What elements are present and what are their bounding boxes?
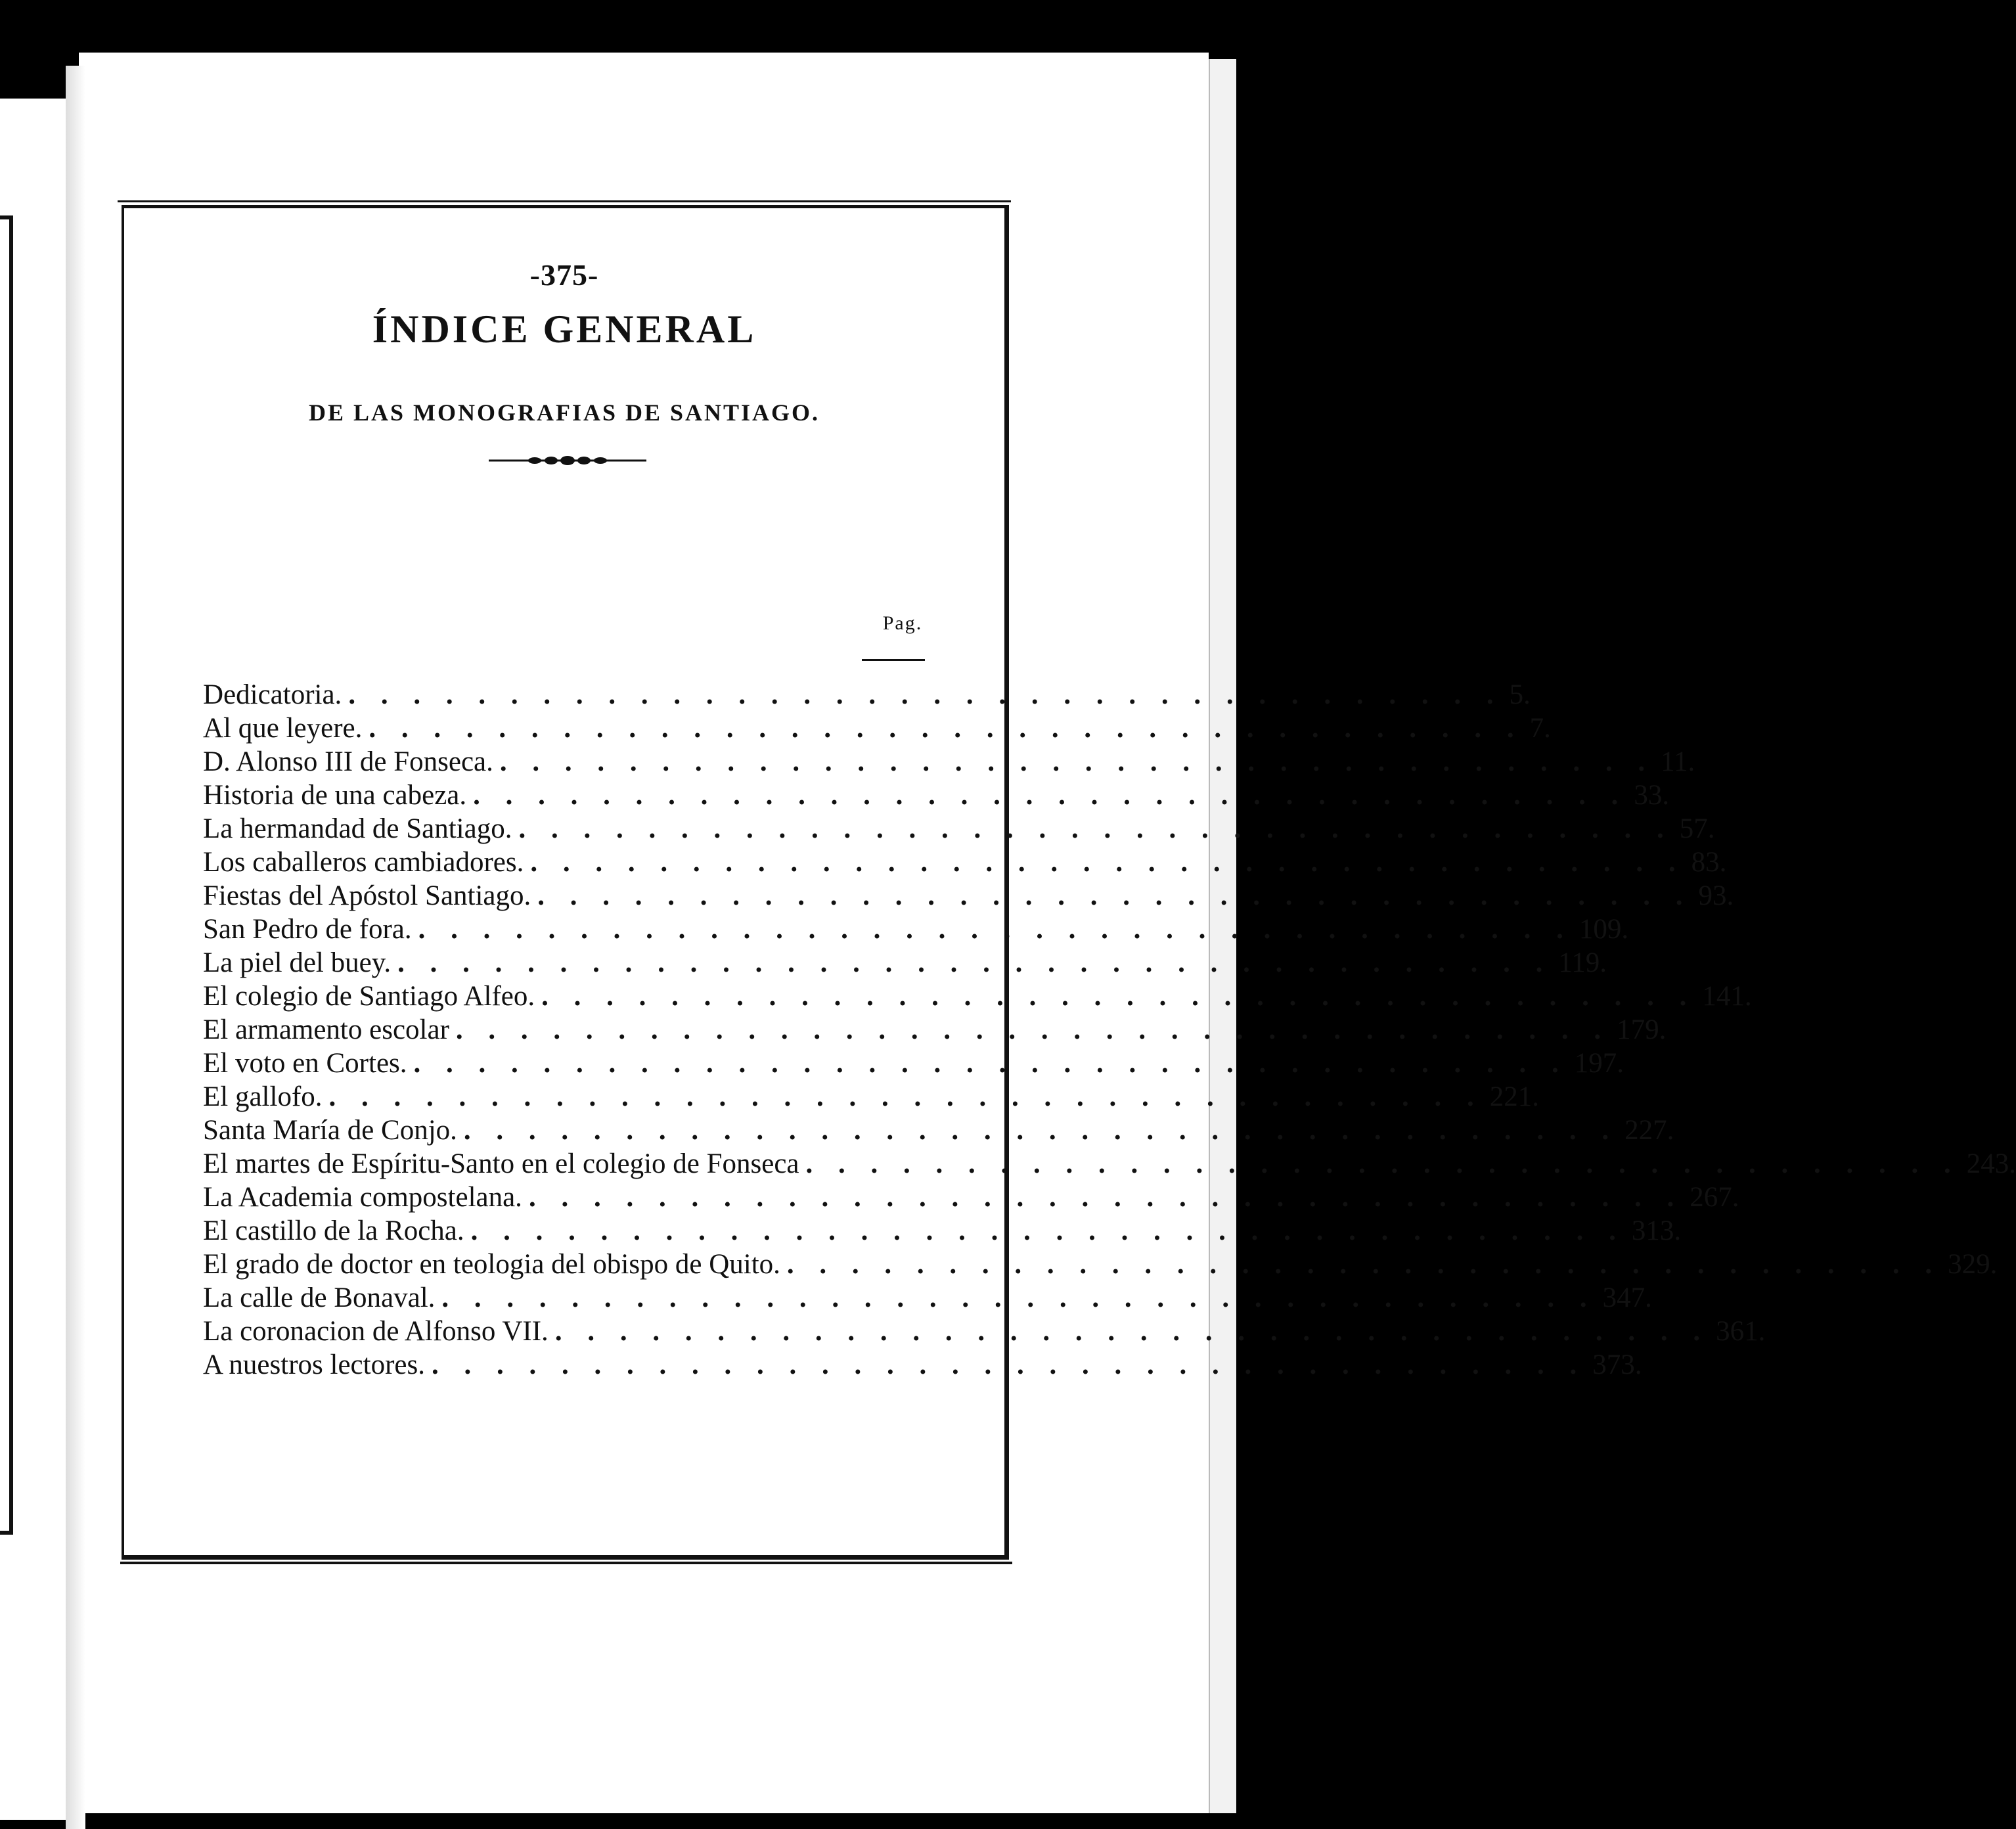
toc-entry-page: 329.: [1948, 1249, 1998, 1280]
toc-entry: [203, 1248, 1998, 1281]
toc-dot-leader: . . . . . . . . . . . . . . . . . . . . . . . . . . . . . . . . . . . .: [431, 1349, 1586, 1380]
toc-entry-title: Historia de una cabeza.: [203, 780, 467, 811]
toc-dot-leader: . . . . . . . . . . . . . . . . . . . . . . . . . . . . . . . . . . . .: [541, 981, 1696, 1012]
toc-entry-title: Dedicatoria.: [203, 679, 342, 710]
toc-dot-leader: . . . . . . . . . . . . . . . . . . . . . . . . . . . . . . . . . . . .: [463, 1115, 1619, 1146]
toc-entry-title: D. Alonso III de Fonseca.: [203, 746, 493, 777]
toc-entry-page: 197.: [1574, 1048, 1624, 1079]
toc-entry-page: 227.: [1624, 1115, 1674, 1146]
toc-entry-title: La Academia compostelana.: [203, 1182, 522, 1213]
toc-entry: [203, 846, 1727, 879]
toc-dot-leader: . . . . . . . . . . . . . . . . . . . . . . . . . . . . . . . . . . . .: [786, 1249, 1942, 1280]
toc-entry: [203, 678, 1531, 711]
toc-entry-page: 221.: [1489, 1081, 1540, 1112]
toc-entry: [203, 879, 1734, 913]
toc-entry-page: 373.: [1592, 1349, 1642, 1380]
ornament-divider: [489, 455, 646, 466]
toc-entry-page: 7.: [1529, 713, 1551, 744]
toc-entry-title: El colegio de Santiago Alfeo.: [203, 981, 535, 1012]
toc-dot-leader: . . . . . . . . . . . . . . . . . . . . . . . . . . . . . . . . . . . .: [397, 947, 1552, 978]
toc-entry-page: 109.: [1579, 914, 1629, 945]
toc-entry-title: El grado de doctor en teologia del obispo de Quito.: [203, 1249, 780, 1280]
toc-entry: [203, 1114, 1674, 1147]
toc-dot-leader: . . . . . . . . . . . . . . . . . . . . . . . . . . . . . . . . . . . .: [473, 780, 1628, 811]
toc-entry-title: El gallofo.: [203, 1081, 323, 1112]
toc-dot-leader: . . . . . . . . . . . . . . . . . . . . . . . . . . . . . . . . . . . .: [455, 1014, 1611, 1045]
toc-entry: [203, 913, 1629, 946]
toc-entry-title: La calle de Bonaval.: [203, 1282, 436, 1313]
toc-entry-page: 179.: [1617, 1014, 1667, 1045]
toc-entry-page: 361.: [1716, 1316, 1766, 1347]
page-number: -375-: [529, 258, 599, 292]
page-title: ÍNDICE GENERAL: [372, 307, 757, 351]
toc-dot-leader: . . . . . . . . . . . . . . . . . . . . . . . . . . . . . . . . . . . .: [418, 914, 1573, 945]
toc-dot-leader: . . . . . . . . . . . . . . . . . . . . . . . . . . . . . . . . . . . .: [328, 1081, 1483, 1112]
toc-entry-title: El armamento escolar: [203, 1014, 449, 1045]
toc-entry-title: A nuestros lectores.: [203, 1349, 425, 1380]
toc-entry-page: 313.: [1631, 1215, 1682, 1246]
toc-dot-leader: . . . . . . . . . . . . . . . . . . . . . . . . . . . . . . . . . . . .: [413, 1048, 1568, 1079]
toc-entry-title: Santa María de Conjo.: [203, 1115, 457, 1146]
toc-entry: [203, 1281, 1652, 1315]
toc-entry: [203, 946, 1607, 980]
toc-entry: [203, 980, 1752, 1013]
toc-dot-leader: . . . . . . . . . . . . . . . . . . . . . . . . . . . . . . . . . . . .: [530, 847, 1685, 878]
previous-page-frame-line: [9, 217, 13, 1531]
toc-entry-page: 83.: [1691, 847, 1727, 878]
toc-entry-title: Fiestas del Apóstol Santiago.: [203, 880, 531, 911]
toc-entry: [203, 1348, 1642, 1382]
toc-entry-page: 267.: [1690, 1182, 1739, 1213]
toc-entry-title: El castillo de la Rocha.: [203, 1215, 464, 1246]
toc-dot-leader: . . . . . . . . . . . . . . . . . . . . . . . . . . . . . . . . . . . .: [441, 1282, 1596, 1313]
toc-entry: [203, 1013, 1667, 1047]
toc-entry-title: La hermandad de Santiago.: [203, 813, 512, 844]
page-frame: [122, 205, 2016, 1560]
toc-entry-page: 243.: [1966, 1148, 2016, 1179]
toc-entry-page: 119.: [1558, 947, 1607, 978]
toc-dot-leader: . . . . . . . . . . . . . . . . . . . . . . . . . . . . . . . . . . . .: [537, 880, 1692, 911]
page-column-rule: [862, 659, 925, 661]
toc-entry-page: 93.: [1698, 880, 1734, 911]
toc-dot-leader: . . . . . . . . . . . . . . . . . . . . . . . . . . . . . . . . . . . .: [499, 746, 1655, 777]
toc-entry-page: 33.: [1634, 780, 1670, 811]
table-of-contents: [203, 678, 2016, 1382]
toc-dot-leader: . . . . . . . . . . . . . . . . . . . . . . . . . . . . . . . . . . . .: [369, 713, 1523, 744]
gutter-shadow: [66, 66, 85, 1829]
toc-dot-leader: . . . . . . . . . . . . . . . . . . . . . . . . . . . . . . . . . . . .: [528, 1182, 1684, 1213]
toc-entry: [203, 1181, 1739, 1214]
toc-entry-title: El voto en Cortes.: [203, 1048, 407, 1079]
toc-entry: [203, 1214, 1682, 1248]
toc-dot-leader: . . . . . . . . . . . . . . . . . . . . . . . . . . . . . . . . . . . .: [554, 1316, 1710, 1347]
toc-entry-page: 5.: [1509, 679, 1531, 710]
toc-dot-leader: . . . . . . . . . . . . . . . . . . . . . . . . . . . . . . . . . . . .: [348, 679, 1503, 710]
toc-entry-title: La piel del buey.: [203, 947, 392, 978]
toc-entry-page: 11.: [1661, 746, 1695, 777]
page-column-header: Pag.: [882, 612, 923, 634]
toc-entry-page: 347.: [1602, 1282, 1652, 1313]
toc-entry: [203, 779, 1670, 812]
toc-entry: [203, 1315, 1766, 1348]
toc-entry-page: 141.: [1702, 981, 1752, 1012]
previous-page-frame-bottom: [0, 1531, 13, 1535]
toc-entry-title: Al que leyere.: [203, 713, 363, 744]
toc-entry: [203, 745, 1695, 779]
toc-entry: [203, 1080, 1540, 1114]
page-subtitle: DE LAS MONOGRAFIAS DE SANTIAGO.: [308, 399, 820, 426]
toc-dot-leader: . . . . . . . . . . . . . . . . . . . . . . . . . . . . . . . . . . . .: [518, 813, 1673, 844]
toc-entry-title: Los caballeros cambiadores.: [203, 847, 524, 878]
toc-entry: [203, 711, 1551, 745]
toc-entry-title: El martes de Espíritu-Santo en el colegio de Fonseca: [203, 1148, 799, 1179]
toc-entry-title: La coronacion de Alfonso VII.: [203, 1316, 549, 1347]
toc-dot-leader: . . . . . . . . . . . . . . . . . . . . . . . . . . . . . . . . . . . .: [805, 1148, 1960, 1179]
toc-entry-page: 57.: [1679, 813, 1715, 844]
toc-entry: [203, 812, 1715, 846]
toc-entry: [203, 1047, 1624, 1080]
toc-entry: [203, 1147, 2016, 1181]
toc-entry-title: San Pedro de fora.: [203, 914, 412, 945]
toc-dot-leader: . . . . . . . . . . . . . . . . . . . . . . . . . . . . . . . . . . . .: [470, 1215, 1625, 1246]
